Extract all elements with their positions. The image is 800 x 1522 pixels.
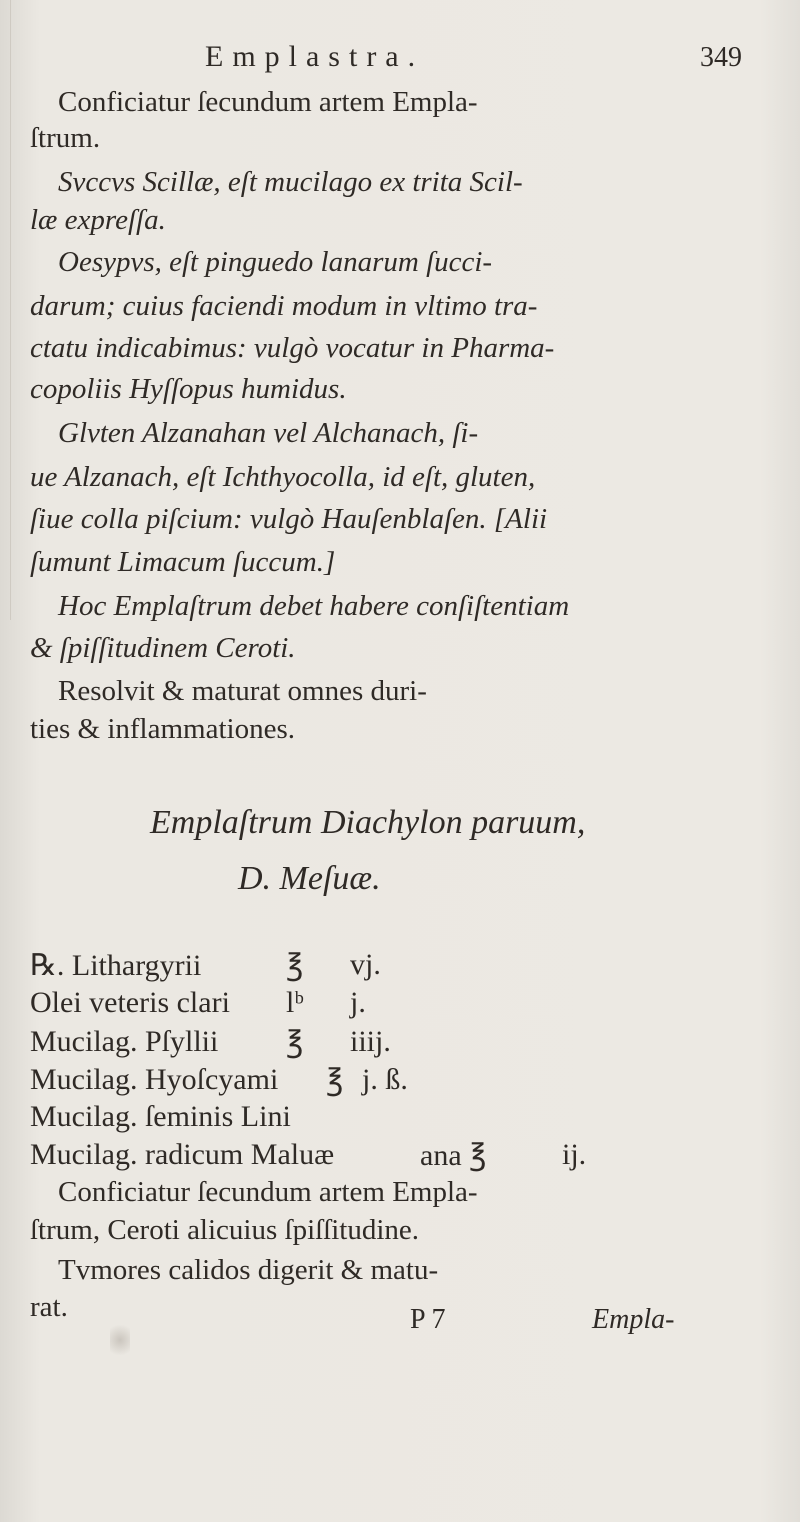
text-line: Oesypvs, eſt pinguedo lanarum ſucci- <box>58 246 493 278</box>
section-title: Emplaſtrum Diachylon paruum, <box>150 804 586 841</box>
text-line: Conficiatur ſecundum artem Empla- <box>58 1176 478 1208</box>
recipe-ingredient: Olei veteris clari <box>30 986 230 1019</box>
recipe-amount: j. <box>350 986 366 1019</box>
text-line: Hoc Emplaſtrum debet habere conſiſtentiam <box>58 590 570 622</box>
measure-sign: ℥ <box>286 949 304 982</box>
recipe-ingredient: Mucilag. Pſyllii <box>30 1025 219 1058</box>
page-number: 349 <box>700 42 742 73</box>
measure-sign: lᵇ <box>286 986 304 1019</box>
recipe-ingredient: Mucilag. ſeminis Lini <box>30 1100 291 1133</box>
text-line: ſiue colla piſcium: vulgò Hauſenblaſen. [Alii <box>30 503 548 535</box>
recipe-ingredient: Mucilag. radicum Maluæ <box>30 1138 335 1171</box>
text-line: Tvmores calidos digerit & matu- <box>58 1254 439 1286</box>
page-header <box>0 40 800 80</box>
text-line: ſtrum. <box>30 122 101 154</box>
text-line: læ expreſſa. <box>30 204 166 236</box>
measure-sign: ana ℥ <box>420 1139 487 1172</box>
text-line: & ſpiſſitudinem Ceroti. <box>30 632 296 664</box>
text-line: ue Alzanach, eſt Ichthyocolla, id eſt, gluten, <box>30 461 536 493</box>
text-line: darum; cuius faciendi modum in vltimo tra- <box>30 290 538 322</box>
recipe-ingredient: Mucilag. Hyoſcyami <box>30 1063 279 1096</box>
text-line: Conficiatur ſecundum artem Empla- <box>58 86 478 118</box>
recipe-amount: iiij. <box>350 1025 391 1058</box>
ink-smudge <box>110 1320 130 1360</box>
text-line: Svccvs Scillæ, eſt mucilago ex trita Scil- <box>58 166 523 198</box>
text-line: ties & inflammationes. <box>30 713 295 745</box>
measure-sign: ℥ <box>286 1026 304 1059</box>
signature-mark: P 7 <box>410 1304 446 1335</box>
recipe-amount: ij. <box>562 1138 587 1171</box>
text-line: ctatu indicabimus: vulgò vocatur in Pharma- <box>30 332 555 364</box>
text-line: ſumunt Limacum ſuccum.] <box>30 546 336 578</box>
text-line: Glvten Alzanahan vel Alchanach, ſi- <box>58 417 479 449</box>
recipe-amount: vj. <box>350 948 381 981</box>
text-line: ſtrum, Ceroti alicuius ſpiſſitudine. <box>30 1214 420 1246</box>
text-line: copoliis Hyſſopus humidus. <box>30 373 347 405</box>
running-title: Emplastra. <box>205 40 425 73</box>
measure-sign: ℥ <box>326 1064 344 1097</box>
page-edge-rule <box>10 0 11 620</box>
catchword: Empla- <box>592 1304 675 1335</box>
recipe-ingredient: ℞. Lithargyrii <box>30 949 202 982</box>
text-line: rat. <box>30 1291 68 1323</box>
section-subtitle: D. Meſuæ. <box>238 860 381 897</box>
text-line: Resolvit & maturat omnes duri- <box>58 675 427 707</box>
recipe-amount: j. ß. <box>362 1063 408 1096</box>
